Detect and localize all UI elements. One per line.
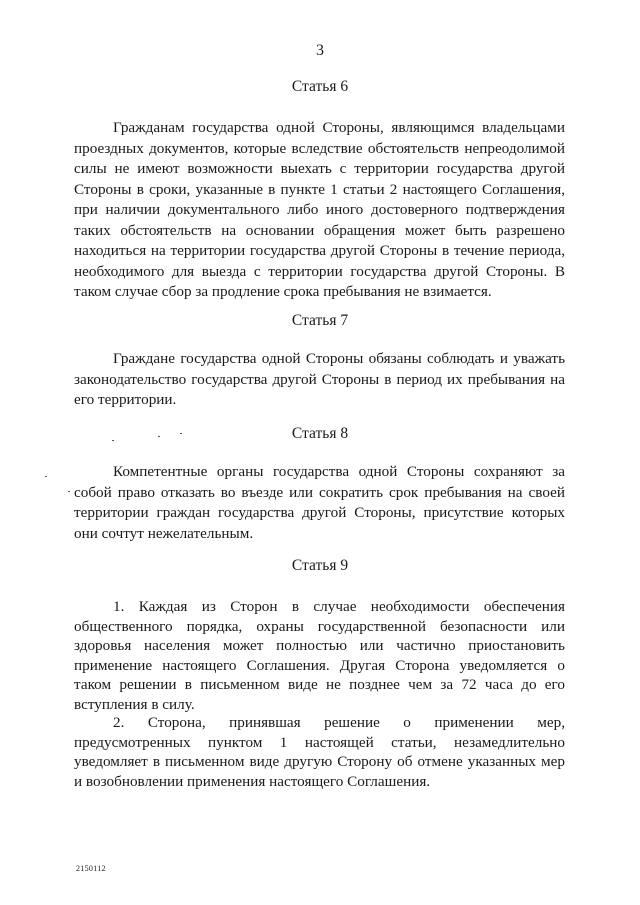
article-8-paragraph: Компетентные органы государства одной Стороны сохраняют за собой право отказать во въезде или сократить срок пребывания на своей территории граждан государства другой Стороны, присутствие которых они сочтут нежелательным. (74, 463, 565, 542)
document-code: 2150112 (76, 864, 106, 873)
article-6-paragraph: Гражданам государства одной Стороны, являющимся владельцами проездных документов, которые вследствие обстоятельств непреодолимой силы не имеют возможности выехать с территории государства другой Стороны в сроки, указанные в пункте 1 статьи 2 настоящего Соглашения, при наличии документального либо иного достоверного подтверждения таких обстоятельств на основании обращения может быть разрешено находиться на территории государства другой Стороны в течение периода, необходимого для выезда с территории государства другой Стороны. В таком случае сбор за продление срока пребывания не взимается. (74, 119, 565, 300)
article-9-paragraph-1: 1. Каждая из Сторон в случае необходимости обеспечения общественного порядка, охраны государственной безопасности или здоровья населения может полностью или частично приостановить применение настоящего Соглашения. Другая Сторона уведомляется о таком решении в письменном виде не позднее чем за 72 часа до его вступления в силу. (74, 598, 565, 713)
article-7-heading: Статья 7 (291, 312, 349, 329)
article-9-heading: Статья 9 (291, 557, 349, 574)
scan-speck (68, 491, 70, 492)
article-9-paragraph-2: 2. Сторона, принявшая решение о применении мер, предусмотренных пунктом 1 настоящей статьи, незамедлительно уведомляет в письменном виде другую Сторону об отмене указанных мер и возобновлении применения настоящего Соглашения. (74, 714, 565, 790)
article-8-heading: Статья 8 (291, 425, 349, 442)
article-6-heading: Статья 6 (291, 78, 349, 95)
scan-speck (45, 476, 47, 477)
page-number: 3 (316, 42, 324, 59)
scan-speck (158, 436, 160, 437)
scan-speck (180, 433, 182, 434)
scan-speck (112, 440, 114, 441)
article-7-paragraph: Граждане государства одной Стороны обязаны соблюдать и уважать законодательство государства другой Стороны в период их пребывания на его территории. (74, 350, 565, 408)
